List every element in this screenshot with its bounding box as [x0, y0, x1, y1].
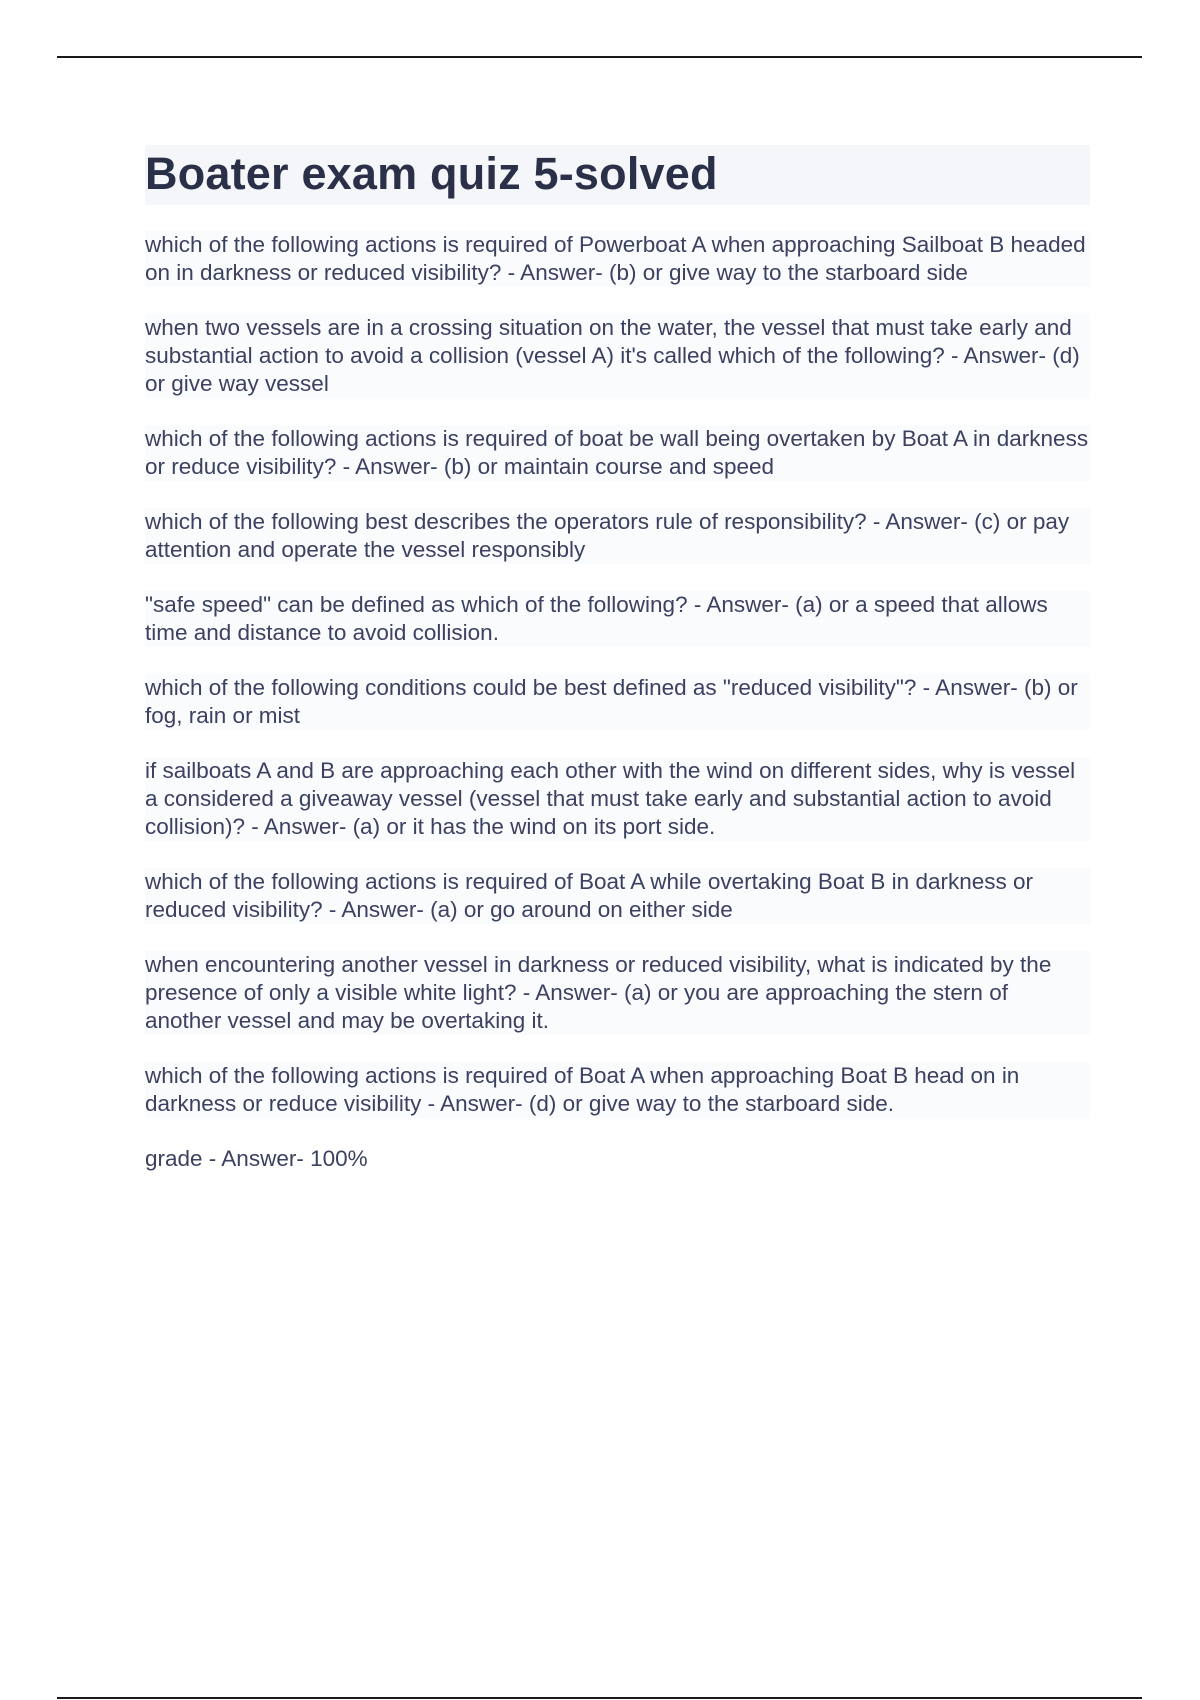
qa-item: which of the following actions is required of Boat A when approaching Boat B head on in darkness or reduce visibility - Answer- (d) or give way to the starboard side. [145, 1062, 1090, 1118]
qa-item: when two vessels are in a crossing situation on the water, the vessel that must take early and substantial action to avoid a collision (vessel A) it's called which of the following? - Answer- (d) or give way vessel [145, 314, 1090, 398]
page-title: Boater exam quiz 5-solved [145, 145, 1090, 205]
top-rule [57, 56, 1142, 58]
qa-item: which of the following best describes the operators rule of responsibility? - Answer- (c) or pay attention and operate the vessel responsibly [145, 508, 1090, 564]
document-body [145, 145, 1090, 1173]
grade-result: grade - Answer- 100% [145, 1146, 368, 1171]
qa-item: when encountering another vessel in darkness or reduced visibility, what is indicated by the presence of only a visible white light? - Answer- (a) or you are approaching the stern of another vessel and may be overtaking it. [145, 951, 1090, 1035]
qa-item: which of the following actions is required of Boat A while overtaking Boat B in darkness or reduced visibility? - Answer- (a) or go around on either side [145, 868, 1090, 924]
qa-item: if sailboats A and B are approaching each other with the wind on different sides, why is vessel a considered a giveaway vessel (vessel that must take early and substantial action to avoid collision)? - Answer- (a) or it has the wind on its port side. [145, 757, 1090, 841]
qa-item: "safe speed" can be defined as which of the following? - Answer- (a) or a speed that allows time and distance to avoid collision. [145, 591, 1090, 647]
qa-item: which of the following actions is required of Powerboat A when approaching Sailboat B headed on in darkness or reduced visibility? - Answer- (b) or give way to the starboard side [145, 231, 1090, 287]
question-list [145, 231, 1090, 1173]
qa-item: which of the following conditions could be best defined as "reduced visibility"? - Answer- (b) or fog, rain or mist [145, 674, 1090, 730]
bottom-rule [57, 1697, 1142, 1699]
qa-item: which of the following actions is required of boat be wall being overtaken by Boat A in darkness or reduce visibility? - Answer- (b) or maintain course and speed [145, 426, 1089, 479]
